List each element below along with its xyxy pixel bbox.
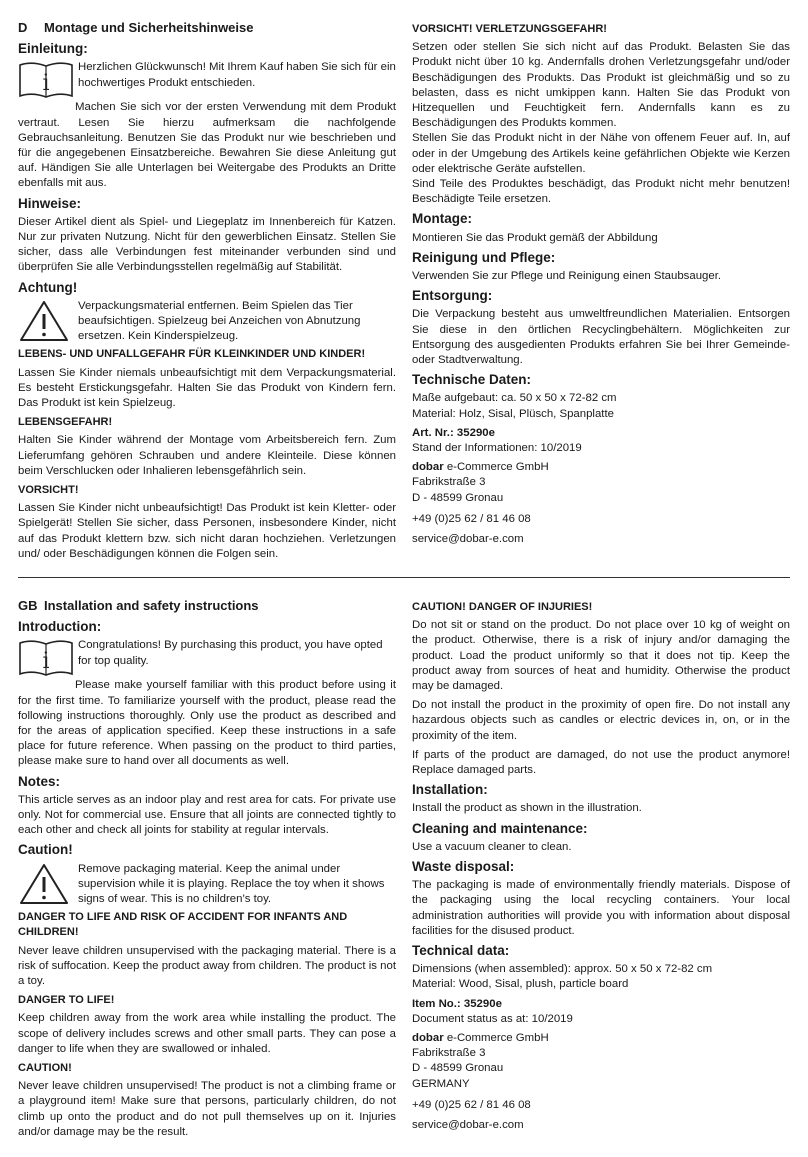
gb-disposal-heading: Waste disposal: bbox=[412, 859, 515, 875]
de-intro-row bbox=[18, 60, 396, 100]
de-intro-body: Machen Sie sich vor der ersten Verwendung mit dem Produkt vertraut. Lesen Sie hierzu aufmerksam die nachfolgende Gebrauchsanleitung. Benutzen Sie das Produkt nur wie beschrieben und für die angegebenen Einsatzbereiche. Bewahren Sie diese Anleitung gut auf. Händigen Sie alle Unterlagen bei Weitergabe des Produkts an Dritte ebenfalls mit aus. bbox=[18, 101, 396, 190]
de-right-warn-p1: Setzen oder stellen Sie sich nicht auf das Produkt. Belasten Sie das Produkt nicht über 10 kg. Andernfalls drohen Verletzungsgefahr und/oder Beschädigungen des Produkts. Das Produkt ist gleichmäßig und so zu belasten, dass es nicht umkippen kann. Halten Sie das Produkt von Hitzequellen und Feuchtigkeit fern. Andernfalls kann es zu Beschädigungen des Produkts kommen. bbox=[412, 41, 790, 130]
de-company bbox=[412, 460, 790, 475]
gb-clean-heading: Cleaning and maintenance: bbox=[412, 820, 588, 836]
gb-notes-heading: Notes: bbox=[18, 773, 61, 789]
de-warn3-heading: VORSICHT! bbox=[18, 484, 79, 497]
gb-warn3-heading: CAUTION! bbox=[18, 1062, 72, 1075]
gb-warn3-body: Never leave children unsupervised! The product is not a climbing frame or a playground item! Make sure that persons, particularly children, do not climb up onto the product and do not pull themselves up on it. Injuries and/or damage may be the result. bbox=[18, 1080, 396, 1138]
gb-clean-body: Use a vacuum cleaner to clean. bbox=[412, 840, 572, 853]
gb-status: Document status as at: 10/2019 bbox=[412, 1012, 573, 1025]
de-email: service@dobar-e.com bbox=[412, 533, 524, 546]
de-warn1-heading: LEBENS- UND UNFALLGEFAHR FÜR KLEINKINDER UND KINDER! bbox=[18, 348, 366, 361]
de-phone: +49 (0)25 62 / 81 46 08 bbox=[412, 512, 531, 525]
info-book-icon bbox=[18, 60, 74, 100]
de-status: Stand der Informationen: 10/2019 bbox=[412, 442, 582, 455]
gb-install-heading: Installation: bbox=[412, 782, 488, 798]
de-caution-row bbox=[18, 299, 396, 345]
gb-section-title bbox=[18, 598, 396, 613]
gb-company-name: e-Commerce GmbH bbox=[443, 1032, 549, 1045]
gb-tech-heading: Technical data: bbox=[412, 943, 510, 959]
de-clean-heading: Reinigung und Pflege: bbox=[412, 249, 556, 265]
gb-city: D - 48599 Gronau bbox=[412, 1062, 504, 1075]
gb-install-body: Install the product as shown in the illustration. bbox=[412, 802, 642, 815]
de-notes-body: Dieser Artikel dient als Spiel- und Liegeplatz im Innenbereich für Katzen. Nur zur privaten Nutzung. Nicht für den gewerblichen Einsatz. Stellen Sie sicher, dass alle Verbindungen fest miteinander verbunden sind und überprüfen Sie alle Verbindungsstellen regelmäßig auf Stabilität. bbox=[18, 215, 396, 274]
de-clean-body: Verwenden Sie zur Pflege und Reinigung einen Staubsauger. bbox=[412, 270, 722, 283]
de-intro-icon-text: Herzlichen Glückwunsch! Mit Ihrem Kauf haben Sie sich für ein hochwertiges Produkt entschieden. bbox=[78, 61, 396, 89]
svg-text:i: i bbox=[42, 71, 50, 97]
gb-notes-body: This article serves as an indoor play and rest area for cats. For private use only. Not for commercial use. Ensure that all joints are connected tightly to each other and check all joints for stability at regular intervals. bbox=[18, 793, 396, 837]
gb-company-brand: dobar bbox=[412, 1032, 444, 1045]
de-right-warn-p3: Sind Teile des Produktes beschädigt, das Produkt nicht mehr benutzen! Beschädigte Teile ersetzen. bbox=[412, 178, 790, 206]
info-book-icon bbox=[18, 638, 74, 678]
gb-tech-line2: Material: Wood, Sisal, plush, particle board bbox=[412, 978, 629, 991]
de-disposal-body: Die Verpackung besteht aus umweltfreundlichen Materialien. Entsorgen Sie diese in den örtlichen Recyclingbehältern. Möglichkeiten zur Entsorgung des ausgedienten Produkts erfahren Sie bei Ihrer Gemeinde- oder Stadtverwaltung. bbox=[412, 308, 790, 367]
gb-tech-line1: Dimensions (when assembled): approx. 50 x 50 x 72-82 cm bbox=[412, 963, 713, 976]
gb-left-column bbox=[18, 598, 396, 1144]
de-warn2-body: Halten Sie Kinder während der Montage vom Arbeitsbereich fern. Zum Lieferumfang gehören Schrauben und andere Kleinteile. Diese können beim Verschlucken oder Inhalieren lebensgefährlich sein. bbox=[18, 434, 396, 477]
de-install-heading: Montage: bbox=[412, 211, 472, 227]
de-notes-heading: Hinweise: bbox=[18, 195, 82, 211]
de-right-column bbox=[412, 22, 790, 547]
de-warn3-body: Lassen Sie Kinder nicht unbeaufsichtigt! Das Produkt ist kein Kletter- oder Spielgerät! Stellen Sie sicher, dass Personen, insbesondere Kinder, nicht auf das Produkt klettern bzw. sich nicht daran hochziehen. Verletzungen und/ oder Beschädigungen können die Folgen sein. bbox=[18, 502, 396, 560]
de-company-name: e-Commerce GmbH bbox=[443, 461, 549, 474]
gb-street: Fabrikstraße 3 bbox=[412, 1047, 486, 1060]
gb-right-warn-p1: Do not sit or stand on the product. Do not place over 10 kg of weight on the product. Otherwise, there is a risk of injury and/or damaging the product. Load the product uniformly so that it does not tip. Keep the product away from sources of heat and humidity. Otherwise the product may be damaged. bbox=[412, 619, 790, 693]
de-tech-line1: Maße aufgebaut: ca. 50 x 50 x 72-82 cm bbox=[412, 392, 617, 405]
gb-right-warn-p2: Do not install the product in the proximity of open fire. Do not install any hazardous objects such as candles or electric devices in, on, or in the proximity of the item. bbox=[412, 699, 790, 742]
de-tech-line2: Material: Holz, Sisal, Plüsch, Spanplatte bbox=[412, 407, 614, 420]
de-right-warn-p2: Stellen Sie das Produkt nicht in der Nähe von offenem Feuer auf. In, auf oder in der Umgebung des Artikels keine gefährlichen Objekte wie Kerzen oder elektrische Geräte aufstellen. bbox=[412, 132, 790, 175]
gb-warn2-body: Keep children away from the work area while installing the product. The scope of delivery includes screws and other small parts. They can pose a danger to life when they are swallowed or inhaled. bbox=[18, 1012, 396, 1055]
gb-caution-row bbox=[18, 862, 396, 908]
de-caution-heading: Achtung! bbox=[18, 279, 78, 295]
gb-item-no: Item No.: 35290e bbox=[412, 997, 502, 1010]
de-company-brand: dobar bbox=[412, 461, 444, 474]
gb-right-warn-p3: If parts of the product are damaged, do not use the product anymore! Replace damaged parts. bbox=[412, 748, 790, 777]
gb-warn2-heading: DANGER TO LIFE! bbox=[18, 994, 115, 1007]
gb-caution-heading: Caution! bbox=[18, 842, 73, 858]
gb-phone: +49 (0)25 62 / 81 46 08 bbox=[412, 1098, 531, 1111]
de-install-body: Montieren Sie das Produkt gemäß der Abbildung bbox=[412, 231, 658, 244]
de-city: D - 48599 Gronau bbox=[412, 491, 504, 504]
gb-right-column bbox=[412, 600, 790, 1133]
de-intro-heading: Einleitung: bbox=[18, 41, 88, 57]
de-warn2-heading: LEBENSGEFAHR! bbox=[18, 416, 113, 429]
de-street: Fabrikstraße 3 bbox=[412, 476, 486, 489]
gb-disposal-body: The packaging is made of environmentally friendly materials. Dispose of the packaging using the local recycling containers. Your local administration authorities will provide you with information about disposal facilities for the disused product. bbox=[412, 879, 790, 937]
gb-intro-heading: Introduction: bbox=[18, 619, 102, 635]
de-caution-icon-text: Verpackungsmaterial entfernen. Beim Spielen das Tier beaufsichtigen. Spielzeug bei Anzeichen von Abnutzung ersetzen. Kein Kinderspielzeug. bbox=[78, 299, 361, 343]
de-section-title-text: Montage und Sicherheitshinweise bbox=[44, 20, 254, 35]
gb-warn1-heading: DANGER TO LIFE AND RISK OF ACCIDENT FOR INFANTS AND CHILDREN! bbox=[18, 911, 348, 939]
gb-right-warn-heading: CAUTION! DANGER OF INJURIES! bbox=[412, 601, 593, 613]
de-disposal-heading: Entsorgung: bbox=[412, 288, 493, 304]
de-tech-heading: Technische Daten: bbox=[412, 372, 532, 388]
warning-triangle-icon bbox=[18, 862, 74, 906]
de-section-code: D bbox=[18, 20, 28, 35]
svg-text:i: i bbox=[42, 649, 50, 675]
gb-section-code: GB bbox=[18, 598, 38, 613]
gb-section-title-text: Installation and safety instructions bbox=[44, 598, 259, 613]
gb-company bbox=[412, 1031, 790, 1046]
de-item-no: Art. Nr.: 35290e bbox=[412, 426, 495, 439]
de-section-title bbox=[18, 20, 396, 35]
warning-triangle-icon bbox=[18, 299, 74, 343]
section-divider bbox=[18, 577, 790, 578]
gb-intro-row bbox=[18, 638, 396, 678]
gb-intro-icon-text: Congratulations! By purchasing this product, you have opted for top quality. bbox=[78, 639, 383, 667]
gb-warn1-body: Never leave children unsupervised with the packaging material. There is a risk of suffocation. Keep the product away from children. The product is not a toy. bbox=[18, 944, 396, 988]
gb-caution-icon-text: Remove packaging material. Keep the animal under supervision while it is playing. Replace the toy when it shows signs of wear. This is no children’s toy. bbox=[78, 862, 385, 906]
gb-email: service@dobar-e.com bbox=[412, 1119, 524, 1132]
de-warn1-body: Lassen Sie Kinder niemals unbeaufsichtigt mit dem Verpackungsmaterial. Es besteht Erstickungsgefahr. Halten Sie das Produkt von Kindern fern. Das Produkt ist kein Spielzeug. bbox=[18, 366, 396, 410]
gb-intro-body: Please make yourself familiar with this product before using it for the first time. To familiarize yourself with the product, please read the following instructions thoroughly. Only use the product as described and for the areas of application specified. Keep these instructions in a safe place for future reference. When passing on the product to third parties, please make sure to hand over all documents as well. bbox=[18, 679, 396, 768]
de-right-warn-heading: VORSICHT! VERLETZUNGSGEFAHR! bbox=[412, 23, 607, 35]
de-left-column bbox=[18, 20, 396, 566]
gb-country: GERMANY bbox=[412, 1077, 470, 1090]
